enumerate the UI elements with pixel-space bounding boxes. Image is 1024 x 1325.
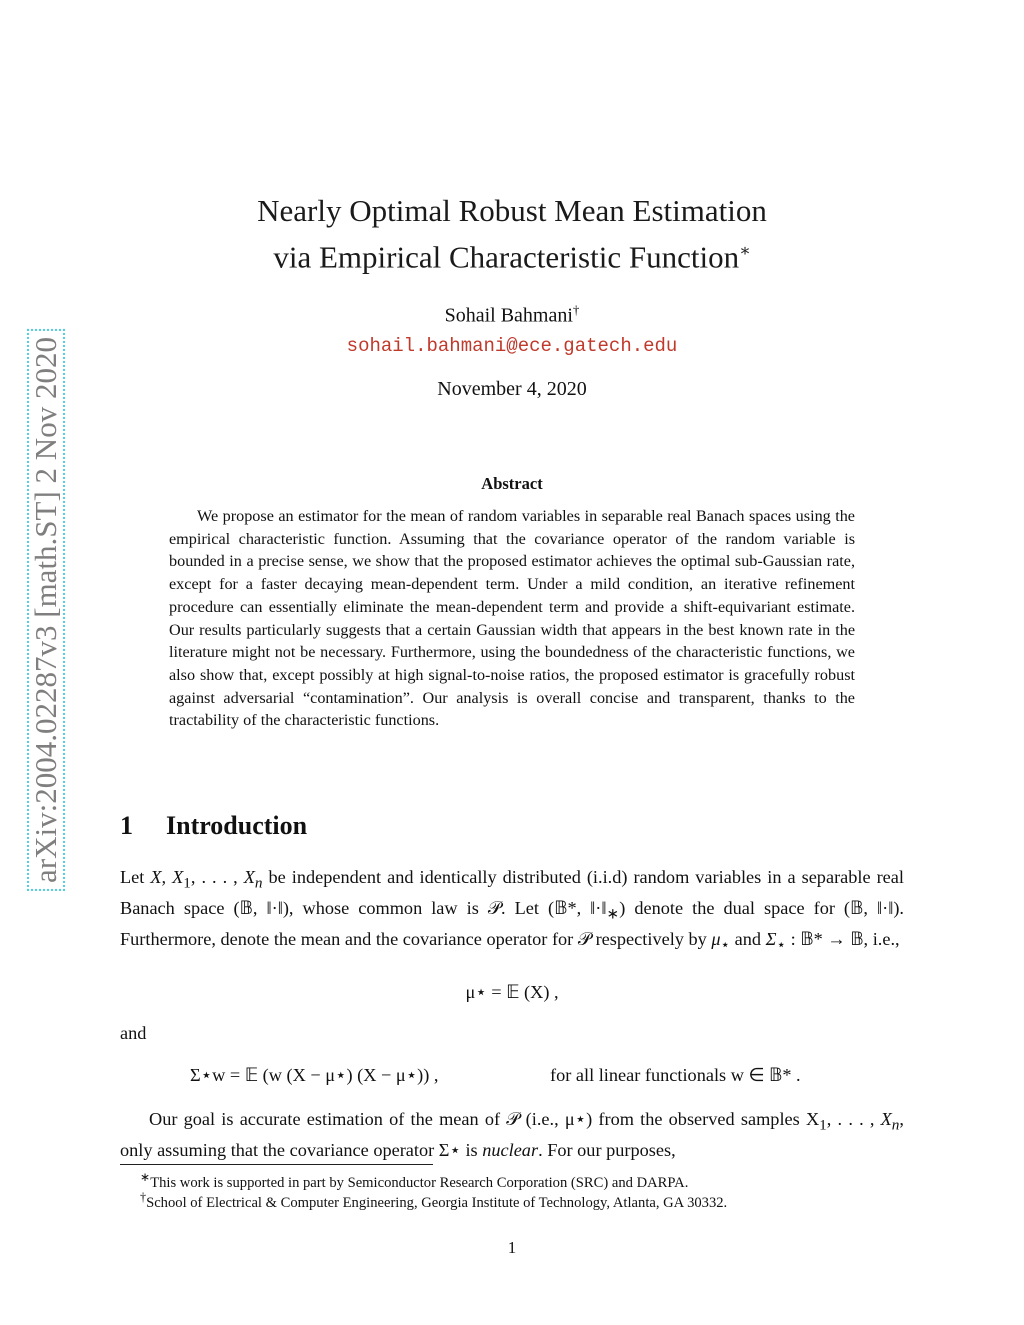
equation-covariance: Σ⋆w = 𝔼 (w (X − μ⋆) (X − μ⋆)) , [190,1065,439,1085]
equation-mean: μ⋆ = 𝔼 (X) , [465,982,559,1002]
equation-covariance-condition: for all linear functionals w ∈ 𝔹* . [550,1065,801,1085]
author-name: Sohail Bahmani† [444,302,580,327]
arxiv-stamp-text: arXiv:2004.02287v3 [math.ST] 2 Nov 2020 [27,329,65,891]
footnote-rule [120,1164,433,1165]
abstract-text: We propose an estimator for the mean of random variables in separable real Banach spaces using the empirical characteristic function. Assuming that the covariance operator of the random variable is bounded in a precise sense, we show that the proposed estimator achieves the optimal sub-Gaussian rate, except for a faster decaying mean-dependent term. Under a mild condition, an iterative refinement procedure can essentially eliminate the mean-dependent term and provide a shift-equivariant estimate. Our results particularly suggests that a certain Gaussian width that appears in the best known rate in the literature might not be necessary. Furthermore, using the boundedness of the characteristic functions, we also show that, except possibly at high signal-to-noise ratios, the proposed estimator is gracefully robust against adversarial “contamination”. Our analysis is overall concise and transparent, thanks to the tractability of the characteristic functions. [169,507,855,730]
intro-paragraph-1: Let X, $X_1$, . . . , $X_n$ be independent and identically distributed (i.i.d) random variables in a separable real Banach space (𝔹, ‖·‖), whose common law is 𝒫. Let (𝔹*, $‖\cdot‖_∗$) denote the dual space for (𝔹, ‖·‖). Furthermore, denote the mean and the covariance operator for 𝒫 respectively by $\mu_⋆$ and $\Sigma_⋆$ : 𝔹* → 𝔹, i.e., [120,867,904,954]
and-text: and [120,1023,147,1043]
section-title: Introduction [166,811,308,840]
abstract-heading: Abstract [481,474,543,493]
section-number: 1 [120,811,133,840]
nuclear-emphasis: nuclear [482,1139,539,1160]
page-number: 1 [507,1238,517,1257]
paper-title [0,191,1024,277]
section-heading [120,811,307,841]
footnote-2: †School of Electrical & Computer Engineering, Georgia Institute of Technology, Atlanta, GA 30332. [140,1190,728,1211]
author-footnote-mark: † [572,302,580,317]
title-footnote-mark: ∗ [739,241,751,260]
title-line-2: via Empirical Characteristic Function∗ [273,239,751,275]
author-email-link[interactable]: sohail.bahmani@ece.gatech.edu [346,335,678,357]
intro-paragraph-2: Our goal is accurate estimation of the mean of 𝒫 (i.e., μ⋆) from the observed samples $X_1$, . . . , $X_n$, only assuming that the covariance operator Σ⋆ is nuclear. For our purposes, [120,1109,904,1160]
footnote-1: ∗This work is supported in part by Semiconductor Research Corporation (SRC) and DARPA. [140,1170,689,1191]
title-line-1: Nearly Optimal Robust Mean Estimation [257,193,767,228]
paper-date: November 4, 2020 [437,378,587,400]
